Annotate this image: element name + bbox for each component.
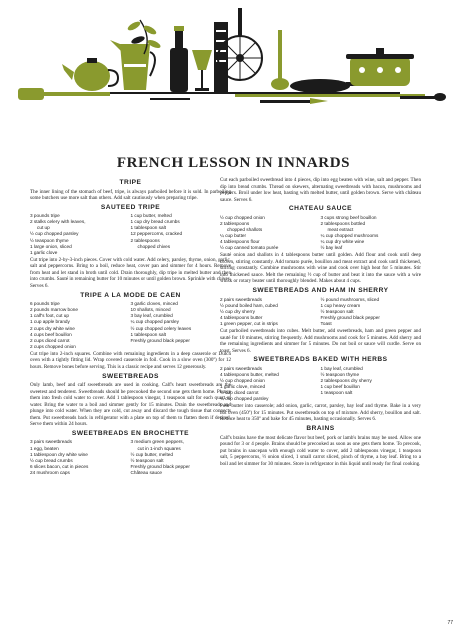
ingredient: ½ cup chopped parsley: [30, 231, 79, 237]
ingredient-column: [131, 301, 232, 350]
ingredient: ½ teaspoon thyme: [30, 237, 69, 243]
ingredient: ½ cup butter, melted: [130, 451, 173, 457]
herbs-heading: SWEETBREADS BAKED WITH HERBS: [253, 356, 388, 364]
ingredient: 1 bay leaf, crumbled: [320, 365, 363, 371]
ingredient: 2 pounds marrow bone: [30, 307, 78, 313]
ingredient: 1 large onion, sliced: [30, 243, 72, 249]
ingredient: 1 cup butter, melted: [130, 213, 172, 219]
ingredient: 1 green pepper, cut in strips: [220, 320, 278, 326]
ingredient: 2 tablespoons dry sherry: [320, 377, 372, 383]
sweetbreads-heading: SWEETBREADS: [102, 372, 159, 380]
ingredient: 1 tablespoon dry white wine: [30, 451, 88, 457]
ingredient: ½ cup dry sherry: [220, 308, 255, 314]
ingredient: ¼ cup chopped mushrooms: [320, 233, 379, 239]
ingredient: 1 cup dry bread crumbs: [130, 219, 180, 225]
teapot-icon: [62, 58, 118, 91]
grater-icon: [214, 22, 228, 92]
ingredient: 1 tablespoon salt: [130, 225, 166, 231]
ingredient: 1 cup apple brandy: [30, 319, 70, 325]
ingredient: 3 medium green peppers,: [130, 439, 184, 445]
ingredient: 2 tablespoons: [220, 220, 250, 226]
ingredient: 2 pairs sweetbreads: [220, 365, 262, 371]
brochette-ingredients: [30, 439, 231, 476]
ingredient-column: [220, 297, 321, 327]
ingredient-column: [321, 366, 422, 403]
ingredient: ¼ cup dry white wine: [320, 239, 365, 245]
brochette-heading: SWEETBREADS EN BROCHETTE: [71, 429, 190, 437]
left-column: [30, 177, 231, 477]
wine-glass-icon: [192, 50, 212, 91]
herbs-text: Pour butter into casserole; add onion, garlic, carrot, parsley, bay leaf and thyme. Bake in a very hot oven (450º) for 15 minutes. Put sweetbreads on top of mixture. Add sherry, bouillon and salt. Reduce heat to 350º and bake for 45 minutes, basting occasionally. Serves 6.: [220, 403, 421, 423]
shelf-line: [70, 92, 400, 94]
ingredient: ½ cup bread crumbs: [30, 457, 73, 463]
ingredient: 3 pounds tripe: [30, 213, 60, 219]
ingredient-column: [30, 213, 131, 256]
ingredient: 10 shallots, minced: [130, 307, 171, 313]
ingredient: 1 garlic clove, minced: [220, 384, 266, 390]
caen-text: Cut tripe into 2-inch squares. Combine with remaining ingredients in a deep casserole or Dutch oven with a tightly fitting lid. Wrap covered casserole in foil. Cook in a slow oven (300º) for 12 hours. Remove bones before serving. This is a classic recipe and serves 12 generously.: [30, 350, 231, 370]
sweetbreads-text: Only lamb, beef and calf sweetbreads are used in cooking. Calf's heart sweetbreads are the sweetest and tenderest. Sweetbreads should be precooked the second one gets them home. Plunge them into fresh cold water to cover. Add 1 tablespoon vinegar, 1 teaspoon salt for each quart of water. Bring the water to a boil and simmer gently for 15 minutes. Drain the sweetbreads and plunge into cold water. When they are cold, cut away and discard the tough tissue that connects them. Put sweetbreads back in refrigerator with a plate on top of them to flatten them if desired. Serve them within 24 hours.: [30, 382, 231, 428]
ladle-icon: [271, 30, 289, 90]
shelf-line-olive: [235, 94, 425, 97]
ingredient: 3 garlic cloves, minced: [130, 301, 178, 307]
ingredient: 4 tablespoons flour: [220, 239, 260, 245]
chateau-sauce-ingredients: [220, 215, 421, 252]
chateau-sauce-text: Sauté onion and shallots in 4 tablespoons butter until golden. Add flour and cook until deep brown, stirring constantly. Add tomato purée, bouillon and meat extract and cook until thickened, stirring constantly. Combine mushrooms with wine and cook over high heat for 5 minutes. Stir into thickened sauce. Melt the remaining ½ cup of butter and beat it into the sauce with a wire whisk or rotary beater until thoroughly blended. Makes about 4 cups.: [220, 252, 421, 285]
ingredient: 1 garlic clove: [30, 249, 58, 255]
brains-text: Calf's brains have the most delicate flavor but beef, pork or lamb's brains may be used. Allow one pound for 3 or 4 people. Brains should be precooked as soon as one gets them home. To precook, put brains in saucepan with enough cold water to cover, add 2 tablespoons vinegar, 1 teaspoon salt, 5 peppercorns, ½ onion sliced, 1 small carrot sliced, pinch of thyme, a bay leaf. Bring to a boil and let simmer for 30 minutes. Store in refrigerator in this liquid until ready for final cooking.: [220, 434, 421, 467]
ingredient: 4 tablespoons butter: [220, 314, 263, 320]
fork-knife-icon: [150, 98, 328, 104]
page-number: 77: [447, 620, 453, 626]
ingredient-column: [30, 301, 131, 350]
ingredient: 1 tablespoon salt: [130, 331, 166, 337]
ingredient: 4 cups beef bouillon: [30, 331, 72, 337]
sauteed-tripe-text: Cut tripe into 2-by-3-inch pieces. Cover with cold water. Add celery, parsley, thyme, onion, garlic, salt and peppercorns. Bring to a boil, reduce heat, cover pan and simmer for 4 hours. Remove from heat and let stand in broth until cold. Drain thoroughly, dip tripe in melted butter and then into crumbs. Sauté in remaining butter for 10 minutes or until golden brown. Sprinkle with chives. Serves 6.: [30, 256, 231, 290]
ingredient: Freshly ground black pepper: [320, 314, 380, 320]
ingredient: 1 cup heavy cream: [320, 302, 361, 308]
ingredient: ½ teaspoon salt: [130, 457, 164, 463]
herbs-ingredients: [220, 366, 421, 403]
ingredient: cut in 1-inch squares: [137, 445, 181, 451]
ingredient: 1 cup beef bouillon: [320, 384, 360, 390]
ingredient: cut up: [37, 225, 50, 231]
ingredient: Château sauce: [130, 469, 163, 475]
ingredient: 1 egg, beaten: [30, 445, 59, 451]
ingredient: 24 mushroom caps: [30, 469, 70, 475]
ingredient: Freshly ground black pepper: [130, 337, 190, 343]
ingredient: ½ bay leaf: [320, 245, 343, 251]
chateau-sauce-heading: CHATEAU SAUCE: [288, 205, 353, 213]
ingredient: ½ teaspoon salt: [320, 308, 354, 314]
ingredient: 2 tablespoons bottled: [320, 220, 366, 226]
ingredient: 6 pounds tripe: [30, 301, 60, 307]
ingredient: ½ cup diced carrot: [220, 390, 259, 396]
ingredient: ½ teaspoon thyme: [320, 371, 360, 377]
sauteed-tripe-heading: SAUTEED TRIPE: [100, 203, 161, 211]
ingredient-column: [220, 215, 321, 252]
sherry-heading: SWEETBREADS AND HAM IN SHERRY: [252, 287, 389, 295]
ingredient: meat extract: [327, 226, 354, 232]
tripe-text: The inner lining of the stomach of beef, tripe, is always parboiled before it is sold. In parboiling some butchers use more salt than others. Add salt cautiously when preparing tripe.: [30, 188, 231, 202]
ingredient: 2 tablespoons: [130, 237, 160, 243]
caen-ingredients: [30, 301, 231, 350]
ingredient: Freshly ground black pepper: [130, 463, 190, 469]
sauteed-tripe-ingredients: [30, 213, 231, 256]
ingredient: 2 cups diced carrot: [30, 337, 70, 343]
ingredient: ¼ cup chopped parsley: [130, 319, 179, 325]
ingredient: ½ pound boiled ham, cubed: [220, 302, 278, 308]
ingredient: chopped shallots: [227, 226, 263, 232]
ingredient: 3 cups strong beef bouillon: [320, 214, 377, 220]
right-column: [220, 177, 421, 468]
ingredient: ½ cup chopped onion: [220, 214, 265, 220]
ingredient: 1 calf's foot, cut up: [30, 313, 69, 319]
ingredient: 2 cups chopped onion: [30, 343, 76, 349]
ingredient: ½ pound mushrooms, sliced: [320, 296, 380, 302]
brains-heading: BRAINS: [306, 424, 335, 432]
brochette-text: Cut each parboiled sweetbread into 4 pieces, dip into egg beaten with wine, salt and pepper. Then dip into bread crumbs. Thread on skewers, alternating sweetbreads with bacon, mushrooms and peppers. Broil under low heat, basting with melted butter, until golden brown. Serve with château sauce. Serves 6.: [220, 177, 421, 203]
ingredient: 2 stalks celery with leaves,: [30, 219, 86, 225]
ingredient: 3 bay leaf, crumbled: [130, 313, 173, 319]
page-title: FRENCH LESSON IN INNARDS: [116, 155, 351, 171]
ingredient-column: [131, 213, 232, 256]
ingredient: ¼ cup chopped parsley: [220, 396, 269, 402]
ingredient-column: [30, 439, 131, 476]
ingredient: 2 pairs sweetbreads: [220, 296, 262, 302]
ingredient: 12 peppercorns, cracked: [130, 231, 183, 237]
ingredient: ¼ cup butter: [220, 233, 247, 239]
sherry-ingredients: [220, 297, 421, 327]
ingredient: 4 tablespoons butter, melted: [220, 371, 279, 377]
ingredient-column: [220, 366, 321, 403]
bottle-icon: [170, 26, 188, 92]
ingredient: 1 teaspoon salt: [320, 390, 353, 396]
sherry-text: Cut parboiled sweetbreads into cubes. Melt butter, add sweetbreads, ham and green pepper and sauté for 10 minutes, stirring frequently. Add mushrooms and cook for 5 minutes. Add sherry and the remaining ingredients and simmer for 5 minutes. Do not boil or sauce will curdle. Serve on toast. Serves 6.: [220, 328, 421, 354]
caen-heading: TRIPE A LA MODE DE CAEN: [80, 291, 181, 299]
ingredient: chopped chives: [137, 243, 171, 249]
ingredient-column: [321, 215, 422, 252]
ingredient: ½ cup canned tomato purée: [220, 245, 279, 251]
ingredient: 6 slices bacon, cut in pieces: [30, 463, 89, 469]
kitchen-utensils-illustration: [0, 0, 467, 150]
tripe-heading: TRIPE: [119, 179, 142, 186]
pot-icon: [346, 48, 414, 86]
ingredient: ½ cup chopped celery leaves: [130, 325, 192, 331]
ingredient: Toast: [320, 320, 332, 326]
ingredient: 2 cups dry white wine: [30, 325, 75, 331]
ingredient-column: [131, 439, 232, 476]
ingredient-column: [321, 297, 422, 327]
ingredient: 3 pairs sweetbreads: [30, 439, 72, 445]
ingredient: ½ cup chopped onion: [220, 377, 265, 383]
